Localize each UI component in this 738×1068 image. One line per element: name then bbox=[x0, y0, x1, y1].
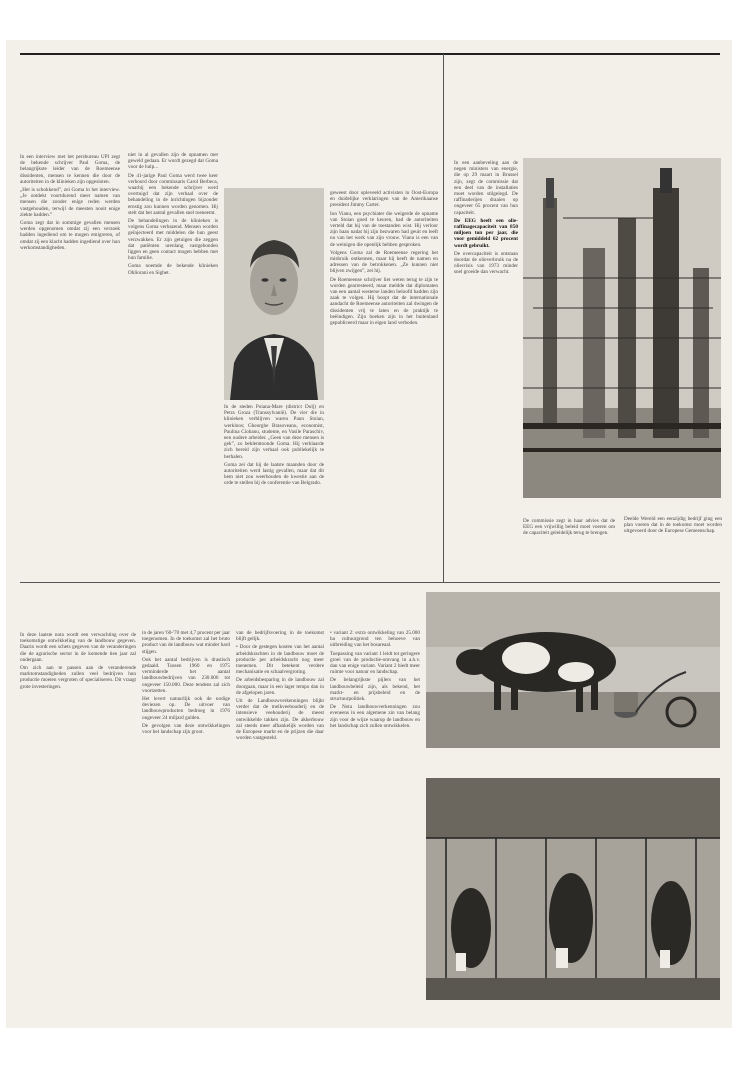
article2-column-1: In een aanbeveling aan de negen ministers van energie, die op 29 maart in Brussel zijn, zegt de commissie dat een deel van de installaties moet worden stilgelegd. De raffinaderijen draaien op ongeveer 65 procent van hun capaciteit. De EEG heeft een olie-raffinagecapaciteit van 850 miljoen ton per jaar, die voor gemiddeld 62 procent wordt gebruikt. De overcapaciteit is ontstaan doordat de olieverbruik na de oliecrisis van 1973 minder snel groeide dan verwacht. bbox=[454, 160, 518, 276]
milking-image bbox=[426, 778, 720, 1000]
column-divider bbox=[443, 54, 444, 582]
article3-column-2: in de jaren '60-'70 met 4,7 procent per jaar toegenomen. In de toekomst zal het bruto product van de landbouw wat minder hard stijgen. Ook het aantal bedrijven is drastisch gedaald. Tussen 1960 en 1975 verminderde het aantal landbouwbedrijven van 230.000 tot ongeveer 150.000. Deze tendens zal zich voortzetten. Het levert natuurlijk ook de nodige deviezen op. De uitvoer van landbouwproducten bedroeg in 1976 ongeveer 24 miljard gulden. De gevolgen van deze ontwikkelingen voor het landschap zijn groot. bbox=[142, 630, 230, 736]
cow-image bbox=[426, 592, 720, 748]
article1-column-1: In een interview met het persbureau UPI zegt de bekende schrijver Paul Goma, de belangrijkste leider van de Roemeense dissidenten, mensen te kennen die door de autoriteiten in de klinieken zijn opgesloten. „Het is schokkend”, zei Goma in het interview. „Je ontdekt voortdurend meer namen van mensen die zonder enige reden werden vastgehouden, terwijl de meesten nooit enige ziekte hadden.” Goma zegt dat in sommige gevallen mensen werden opgenomen omdat zij een verzoek hadden ingediend om te mogen emigreren, of omdat zij een klacht hadden ingediend over hun werkomstandigheden. bbox=[20, 154, 120, 251]
milking-photo bbox=[426, 778, 720, 1000]
article2-column-3: Deelde Wereld een eenzijdig bedrijf ging een plan voeren dat in de toekomst moet worden uitgevoerd door de Europese Gemeenschap. bbox=[624, 516, 722, 535]
article1-column-4: geweest door opleveeld activisten in Oost-Europa en duidelijke verklaringen van de Amerikaanse president Jimmy Carter. Ion Vianu, een psychiater die weigerde de opname van Stoian goed te keuren, had de autoriteiten verteld dat hij van de toestanden wist. Hij verloor zijn baan nadat hij zijn bezwaren had geuit en leeft nu van het werk van zijn vrouw. Vianu is een van de weinigen die openlijk hebben gesproken. Volgens Goma zal de Roemeense regering het misbruik ontkennen, maar hij heeft de namen en adressen van de betrokkenen. „Ze kunnen niet blijven zwijgen”, zei hij. De Roemeense schrijver liet weten terug te zijn te worden gearresteerd, maar meldde dat diplomaten van een aantal westerse landen beloofd hadden zijn zaak te volgen. Hij hoopt dat de internationale aandacht de Roemeense autoriteiten zal dwingen de dissidenten vrij te laten en de praktijk te beëindigen. Zijn boeken zijn in het buitenland gepubliceerd maar in eigen land verboden. bbox=[330, 190, 438, 327]
article2-column-2: De commissie zegt in haar advies dat de EEG een vrijwillig beleid moet voeren om de capaciteit geleidelijk terug te brengen. bbox=[523, 518, 615, 537]
article1-column-2: niet in al gevallen zijn de opnamen met geweld gedaan. Er wordt gezegd dat Goma voor de hulp... De 41-jarige Paul Goma werd twee keer verhoord door commissaris Carol Berbeca, waarbij een bekende schrijver werd overtuigd dat zijn verhaal over de behandeling in de inrichtingen bijzonder ernstig zou kunnen worden genomen. Hij stelt dat het aantal gevallen snel toeneemt. De behandelingen in de klinieken is volgens Goma verbazend. Mensen worden geïnjecteerd met middelen die hun geest verzwakken. Er zijn getuigen die zeggen dat patiënten urenlang vastgebonden liggen en geen contact mogen hebben met hun familie. Goma noemde de bekende klinieken Ohliorani en Sighet. bbox=[128, 152, 218, 276]
section-rule bbox=[20, 582, 720, 583]
portrait-image bbox=[224, 188, 324, 400]
header-rule bbox=[20, 53, 720, 55]
cow-photo bbox=[426, 592, 720, 748]
article1-column-3: In de steden Poiana-Mare (district Dolj) en Petra Groza (Transsylvanië). De vier die in klinieken verblijven waren Paun Stoian, werkloos; Gheorghe Brasoveanu, economist, Paulina Ciobanu, studente, en Vasile Paraschiv, een oudere arbeider. „Geen van deze mensen is gek”, zo beklemtoonde Goma. Hij verklaarde zich bereid zijn verhaal ook publiekelijk te herhalen. Goma zei dat hij de laatste maanden door de autoriteiten werd lastig gevallen, maar dat dit hem niet zou weerhouden de kwestie aan de orde te stellen bij de conferentie van Belgrado. bbox=[224, 404, 324, 487]
article1-portrait-photo bbox=[224, 188, 324, 400]
refinery-image bbox=[523, 158, 721, 498]
article3-column-1: In deze laatste nota wordt een verwachting over de toekomstige ontwikkeling van de landbouw gegeven. Daarin wordt een schets gegeven van de veranderingen die de agrarische sector in de komende tien jaar zal ondergaan. Om zich aan te passen aan de veranderende marktomstandigheden zullen veel bedrijven hun productie moeten vergroten of specialiseren. Dit vraagt grote investeringen. bbox=[20, 632, 136, 690]
article3-column-4: • variant 2: extra ontwikkeling van 25.000 ha cultuurgrond ten behoeve van uitbreiding van het bosareaal. Toepassing van variant 1 leidt tot geringere groei van de productie-omvang in a.h.v. dan van enige variant. Variant 2 biedt meer ruimte voor natuur en landschap. De belangrijkste pijlers van het landbouwbeleid zijn, als bekend, het markt- en prijsbeleid en de structuurpolitiek. De Nota landbouwverkenningen zou eveneens in een algemene zin van belang zijn voor de wijze waarop de landbouw en het landschap zich zullen ontwikkelen. bbox=[330, 630, 420, 729]
newspaper-page bbox=[6, 40, 732, 1028]
article3-column-3: van de bedrijfsvoering in de toekomst blijft gelijk. • Door de gestegen kosten van het aantal arbeidskrachten in de landbouw moet de productie per arbeidskracht nog meer toenemen. Dit betekent verdere mechanisatie en schaalvergroting. De arbeidsbesparing in de landbouw zal doorgaan, maar in een lager tempo dan in de afgelopen jaren. Uit de Landbouwverkenningen blijkt verder dat de melkveehouderij en de intensieve veehouderij de meest ontwikkelde takken zijn. De akkerbouw zal steeds meer afhankelijk worden van de Europese markt en de prijzen die daar worden vastgesteld. bbox=[236, 630, 324, 742]
refinery-photo bbox=[523, 158, 721, 498]
